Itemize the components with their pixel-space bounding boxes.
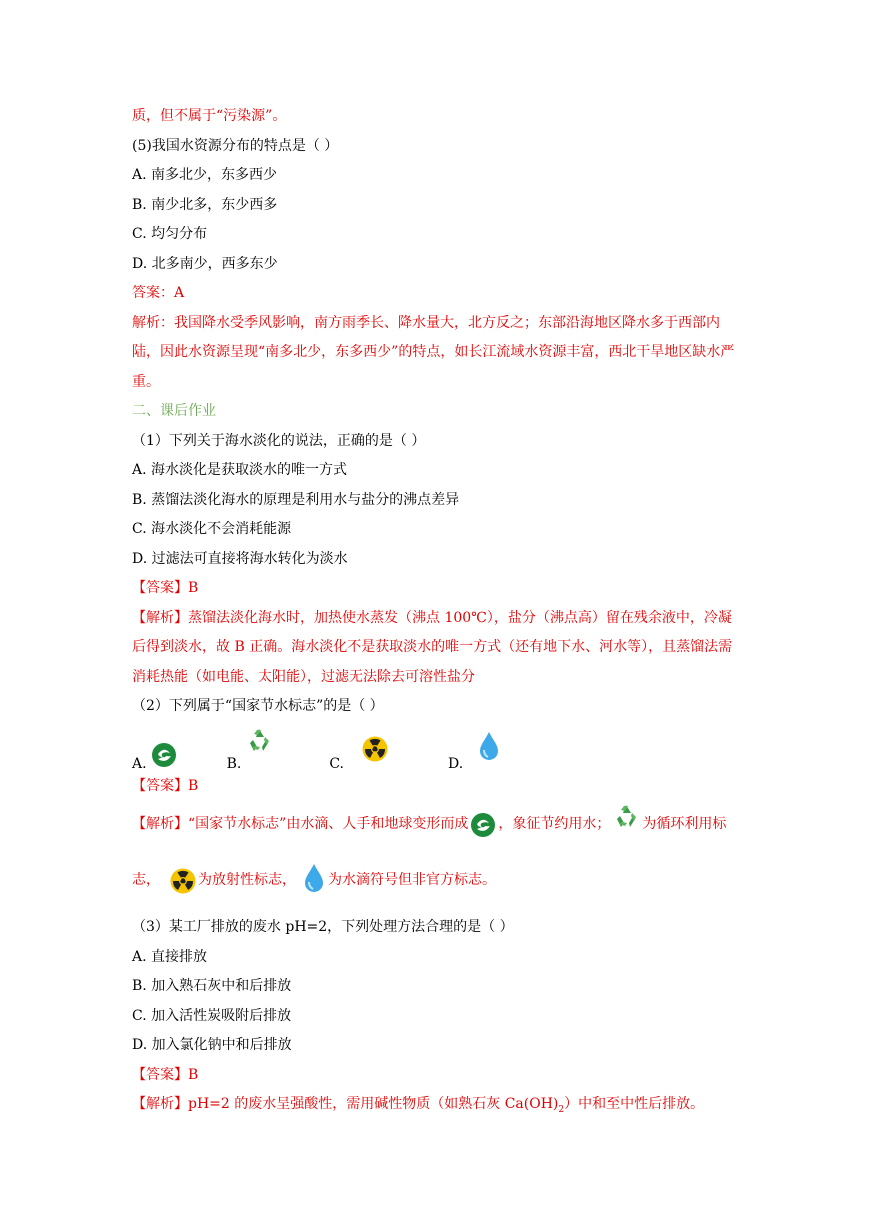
- water-drop-icon: [302, 862, 326, 913]
- water-saving-icon: [151, 742, 177, 772]
- q5-option-a: A. 南多北少，东多西少: [132, 167, 278, 183]
- q5-answer: 答案：A: [132, 285, 185, 301]
- water-saving-icon: [470, 811, 496, 857]
- hw3-option-a: A. 直接排放: [132, 948, 208, 965]
- hw1-option-a: A. 海水淡化是获取淡水的唯一方式: [132, 462, 348, 478]
- hw1-analysis: 【解析】蒸馏法淡化海水时，加热使水蒸发（沸点 100℃），盐分（沸点高）留在残余液中，冷凝后得到淡水，故 B 正确。海水淡化不是获取淡水的唯一方式（还有地下水、河水等），且蒸馏法需消耗热能（如电能、太阳能），过滤无法除去可溶性盐分: [132, 609, 733, 685]
- hw2-option-d[interactable]: [448, 730, 501, 772]
- q5-analysis: 解析：我国降水受季风影响，南方雨季长、降水量大，北方反之；东部沿海地区降水多于西部内陆，因此水资源呈现“南多北少，东多西少”的特点，如长江流域水资源丰富，西北干旱地区缺水严重。: [132, 314, 735, 390]
- analysis-text: ）中和至中性后排放。: [564, 1096, 705, 1112]
- option-label: C.: [329, 755, 344, 772]
- hw3-option-b: B. 加入熟石灰中和后排放: [132, 978, 292, 994]
- hw1-option-d: D. 过滤法可直接将海水转化为淡水: [132, 550, 348, 567]
- q5-option-b: B. 南少北多，东少西多: [132, 196, 278, 213]
- hw1-stem: （1）下列关于海水淡化的说法，正确的是（ ）: [132, 432, 426, 449]
- document-page: [132, 102, 742, 1125]
- q5-option-c: C. 均匀分布: [132, 226, 208, 242]
- hw2-option-c[interactable]: [329, 736, 388, 772]
- subscript: 2: [558, 1104, 565, 1115]
- hw1-option-b: B. 蒸馏法淡化海水的原理是利用水与盐分的沸点差异: [132, 491, 460, 508]
- section-heading: 二、课后作业: [132, 403, 216, 419]
- q4-analysis-tail: 质，但不属于“污染源”。: [132, 108, 287, 124]
- q5-stem: (5)我国水资源分布的特点是（ ）: [132, 137, 339, 154]
- hw2-option-b[interactable]: [227, 726, 274, 772]
- hw1-answer: 【答案】B: [132, 580, 199, 596]
- analysis-text: 【解析】pH=2 的废水呈强酸性，需用碱性物质（如熟石灰 Ca(OH): [132, 1096, 559, 1112]
- option-label: A.: [132, 755, 147, 772]
- hw2-analysis: [132, 801, 742, 913]
- radiation-icon: [170, 867, 196, 913]
- recycle-icon: [612, 802, 640, 849]
- radiation-icon: [362, 736, 388, 766]
- hw3-answer: 【答案】B: [132, 1066, 199, 1083]
- hw2-answer: 【答案】B: [132, 777, 199, 794]
- hw3-stem: （3）某工厂排放的废水 pH=2，下列处理方法合理的是（ ）: [132, 919, 514, 935]
- hw3-option-c: C. 加入活性炭吸附后排放: [132, 1007, 292, 1024]
- analysis-text: 为水滴符号但非官方标志。: [328, 872, 496, 888]
- hw2-options: [132, 724, 742, 772]
- recycle-icon: [245, 726, 273, 758]
- analysis-text: 为放射性标志，: [198, 872, 296, 888]
- option-label: D.: [447, 755, 464, 772]
- water-drop-icon: [477, 730, 501, 766]
- q5-option-d: D. 北多南少，西多东少: [132, 255, 278, 272]
- hw3-option-d: D. 加入氯化钠中和后排放: [132, 1037, 292, 1053]
- hw1-option-c: C. 海水淡化不会消耗能源: [132, 521, 292, 537]
- analysis-text: 【解析】“国家节水标志”由水滴、人手和地球变形而成: [132, 816, 469, 832]
- hw3-analysis: [132, 1090, 742, 1125]
- hw2-stem: （2）下列属于“国家节水标志”的是（ ）: [132, 698, 384, 714]
- option-label: B.: [226, 755, 242, 772]
- analysis-text: ，象征节约用水；: [498, 816, 611, 832]
- hw2-option-a[interactable]: [132, 742, 177, 772]
- analysis-text: 为循环利用标志，: [132, 816, 727, 888]
